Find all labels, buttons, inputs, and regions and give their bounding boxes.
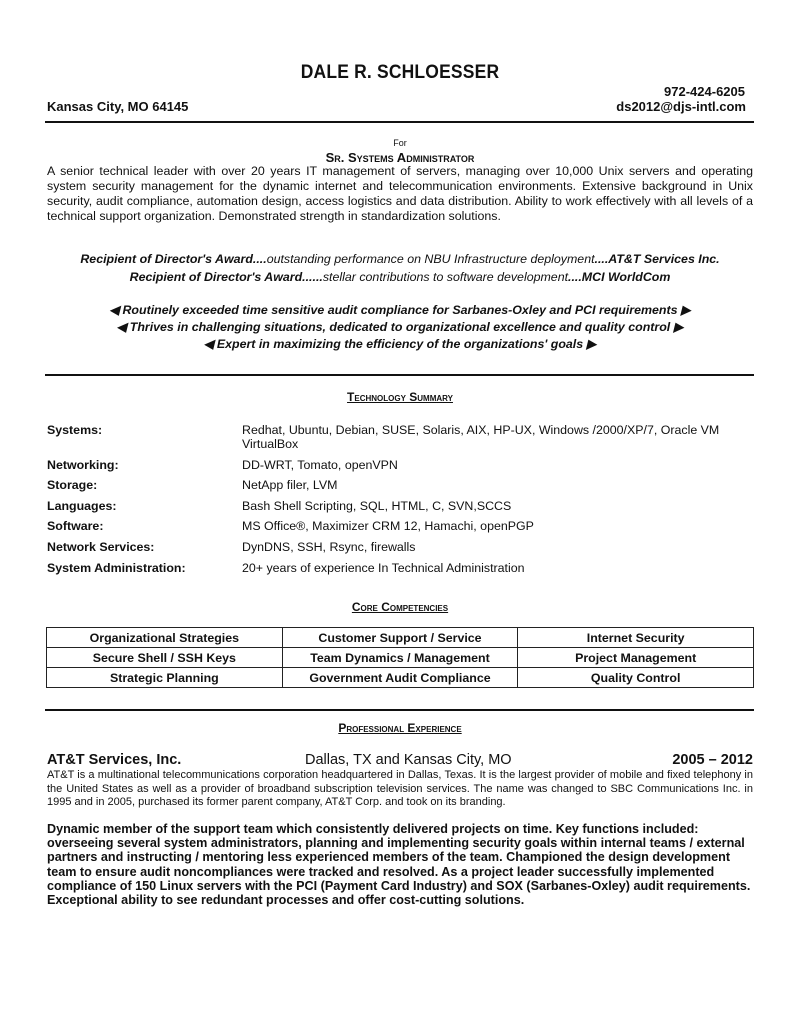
tech-value: DynDNS, SSH, Rsync, firewalls <box>242 540 416 554</box>
tech-label: Storage: <box>47 478 98 492</box>
award-line <box>0 270 800 284</box>
highlight-item: ◀ Routinely exceeded time sensitive audit compliance for Sarbanes-Oxley and PCI requirements ▶ <box>109 303 691 317</box>
phone-number: 972-424-6205 <box>664 84 745 99</box>
tech-row-systems <box>47 423 753 451</box>
header-divider <box>45 121 754 123</box>
award-detail: outstanding performance on NBU Infrastructure deployment <box>266 252 595 266</box>
award-org: ....AT&T Services Inc. <box>594 252 720 266</box>
tech-value: 20+ years of experience In Technical Administration <box>242 561 525 575</box>
award-detail: stellar contributions to software development <box>322 270 569 284</box>
award-org: ....MCI WorldCom <box>568 270 671 284</box>
target-role: Sr. Systems Administrator <box>325 150 475 165</box>
technology-summary-heading: Technology Summary <box>347 390 453 404</box>
core-competencies-heading: Core Competencies <box>351 600 449 614</box>
tech-label: Software: <box>47 519 104 533</box>
tech-label: Systems: <box>47 423 103 437</box>
award-title: Recipient of Director's Award.... <box>80 252 267 266</box>
professional-experience-heading: Professional Experience <box>338 721 462 735</box>
tech-value: MS Office®, Maximizer CRM 12, Hamachi, openPGP <box>242 519 534 533</box>
table-row <box>47 648 754 668</box>
job-summary: Dynamic member of the support team which consistently delivered projects on time. Key functions included: overseeing several system administrators, planning and implementing security goals within internal teams / external partners and instructing / mentoring less experienced members of the team. Championed the design development team to ensure audit noncompliances were tracked and resolved. As a project leader successfully implemented compliance of 150 Linux servers with the PCI (Payment Card Industry) and SOX (Sarbanes-Oxley) audit requirements. Exceptional ability to see redundant processes and offer cost-cutting solutions. <box>47 822 751 908</box>
professional-summary: A senior technical leader with over 20 years IT management of servers, managing over 10,000 Unix servers and operating system security management for the dynamic internet and telecommunication environments. Extensive background in Unix security, audit compliance, automation design, access logistics and data distribution. Ability to work effectively with all levels of a technical support organization. Demonstrated strength in standardization solutions. <box>47 164 753 223</box>
competency-cell: Team Dynamics / Management <box>282 648 518 668</box>
competency-cell: Organizational Strategies <box>47 628 283 648</box>
tech-label: Languages: <box>47 499 117 513</box>
job-header <box>47 752 753 770</box>
highlight-item: ◀ Thrives in challenging situations, dedicated to organizational excellence and quality control ▶ <box>116 320 684 334</box>
job-location: Dallas, TX and Kansas City, MO <box>305 752 512 768</box>
table-row <box>47 628 754 648</box>
tech-label: Network Services: <box>47 540 155 554</box>
competency-cell: Quality Control <box>518 668 754 688</box>
competency-cell: Secure Shell / SSH Keys <box>47 648 283 668</box>
section-divider <box>45 709 754 711</box>
competency-cell: Internet Security <box>518 628 754 648</box>
competency-cell: Customer Support / Service <box>282 628 518 648</box>
candidate-name: DALE R. SCHLOESSER <box>300 62 500 83</box>
tech-value: NetApp filer, LVM <box>242 478 338 492</box>
highlight-item: ◀ Expert in maximizing the efficiency of the organizations' goals ▶ <box>203 337 597 351</box>
tech-value: Bash Shell Scripting, SQL, HTML, C, SVN,SCCS <box>242 499 512 513</box>
tech-label: System Administration: <box>47 561 186 575</box>
table-row <box>47 668 754 688</box>
award-title: Recipient of Director's Award...... <box>129 270 323 284</box>
competency-cell: Government Audit Compliance <box>282 668 518 688</box>
competency-cell: Strategic Planning <box>47 668 283 688</box>
section-divider <box>45 374 754 376</box>
job-dates: 2005 – 2012 <box>672 752 753 768</box>
job-company: AT&T Services, Inc. <box>47 752 182 768</box>
competency-cell: Project Management <box>518 648 754 668</box>
address: Kansas City, MO 64145 <box>47 99 189 114</box>
for-label: For <box>393 138 407 148</box>
company-description: AT&T is a multinational telecommunications corporation headquartered in Dallas, Texas. It is the largest provider of mobile and fixed telephony in the United States as well as a provider of broadband subscription television services. The name was changed to SBC Communications Inc. in 1995 and in 2005, purchased its former parent company, AT&T Corp. and took on its branding. <box>47 769 753 808</box>
competencies-table <box>46 627 754 688</box>
email-address: ds2012@djs-intl.com <box>616 99 746 114</box>
tech-value: DD-WRT, Tomato, openVPN <box>242 458 398 472</box>
tech-label: Networking: <box>47 458 119 472</box>
tech-value: Redhat, Ubuntu, Debian, SUSE, Solaris, AIX, HP-UX, Windows /2000/XP/7, Oracle VM VirtualBox <box>242 423 720 451</box>
award-line <box>0 252 800 266</box>
